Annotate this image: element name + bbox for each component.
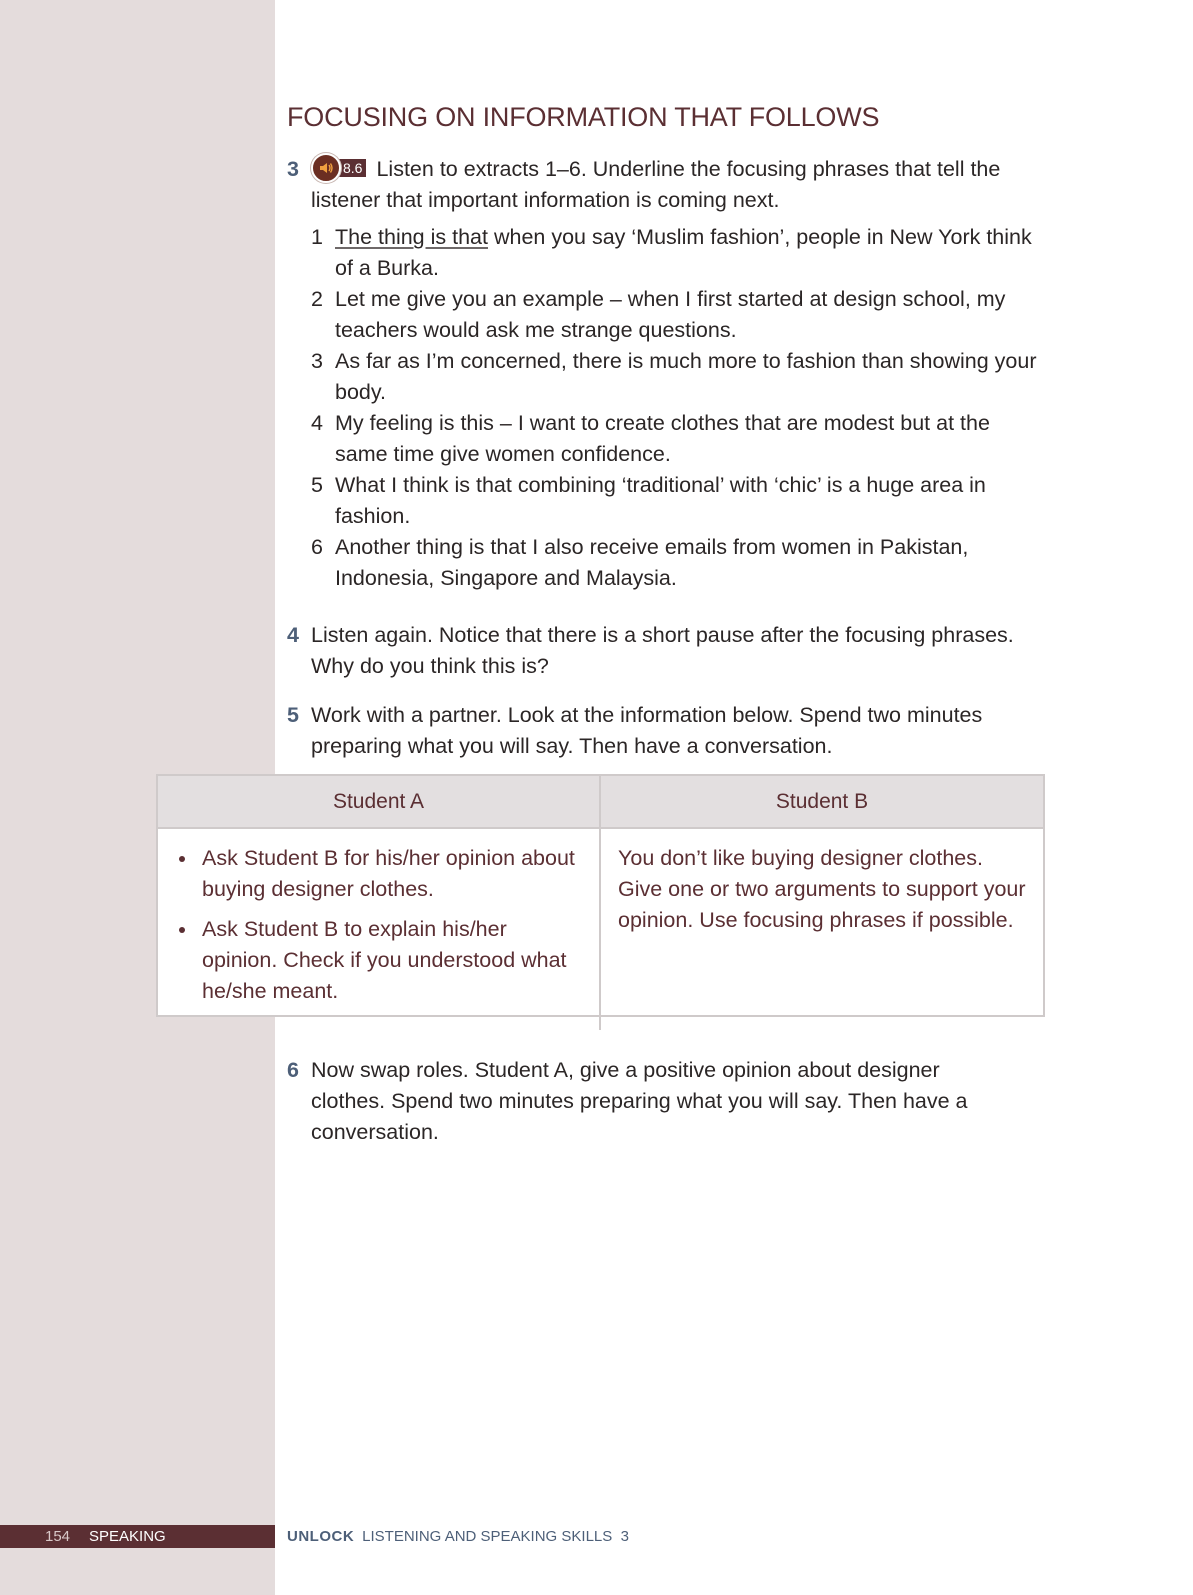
task-text: Work with a partner. Look at the information below. Spend two minutes preparing what you will say. Then have a conversation.	[311, 703, 983, 758]
task-instruction: Listen to extracts 1–6. Underline the focusing phrases that tell the listener that important information is coming next.	[311, 157, 1001, 213]
task-text: Now swap roles. Student A, give a positive opinion about designer clothes. Spend two minutes preparing what you will say. Then have a conversation.	[311, 1058, 968, 1144]
student-a-header: Student A	[158, 776, 601, 829]
task-number: 4	[287, 623, 299, 647]
underlined-focusing-phrase: The thing is that	[335, 225, 488, 250]
item-number: 4	[311, 411, 323, 436]
item-number: 3	[311, 349, 323, 374]
list-item	[311, 470, 1047, 532]
audio-button[interactable]	[311, 153, 366, 183]
task-number: 5	[287, 703, 299, 727]
list-item	[174, 914, 582, 1007]
item-text: when you say ‘Muslim fashion’, people in New York think of a Burka.	[335, 225, 1032, 281]
item-text: As far as I’m concerned, there is much more to fashion than showing your body.	[335, 349, 1037, 405]
item-text: What I think is that combining ‘traditional’ with ‘chic’ is a huge area in fashion.	[335, 473, 986, 529]
bullet-icon	[179, 927, 185, 933]
student-b-cell: You don’t like buying designer clothes. Give one or two arguments to support your opinion. Use focusing phrases if possible.	[618, 846, 1026, 932]
task-4	[287, 620, 1047, 682]
list-item	[174, 843, 582, 905]
task-5	[287, 700, 1047, 762]
student-b-header: Student B	[601, 776, 1043, 829]
list-item	[311, 284, 1047, 346]
task-number: 6	[287, 1058, 299, 1082]
task-6	[287, 1055, 1007, 1148]
extract-list	[311, 222, 1047, 594]
footer-book-title	[287, 1525, 629, 1548]
section-heading: FOCUSING ON INFORMATION THAT FOLLOWS	[287, 102, 880, 132]
page-number: 154	[45, 1528, 71, 1545]
task-3	[287, 154, 1047, 594]
item-number: 6	[311, 535, 323, 560]
list-item	[311, 408, 1047, 470]
task-text: Listen again. Notice that there is a short pause after the focusing phrases. Why do you think this is?	[311, 623, 1014, 678]
bullet-text: Ask Student B to explain his/her opinion. Check if you understood what he/she meant.	[202, 917, 567, 1003]
student-a-bullets	[174, 843, 582, 1007]
task-number: 3	[287, 157, 299, 181]
footer-section-bar	[0, 1525, 275, 1548]
audio-track-label: 8.6	[333, 159, 366, 177]
list-item	[311, 532, 1047, 594]
speaker-icon	[311, 153, 341, 183]
item-text: Let me give you an example – when I first started at design school, my teachers would ask me strange questions.	[335, 287, 1006, 343]
section-name: SPEAKING	[89, 1528, 166, 1545]
list-item	[311, 222, 1047, 284]
role-table	[156, 774, 1045, 1017]
item-number: 2	[311, 287, 323, 312]
brand-logo: UNLOCK	[287, 1528, 355, 1545]
item-number: 5	[311, 473, 323, 498]
bullet-icon	[179, 856, 185, 862]
item-number: 1	[311, 225, 323, 250]
item-text: Another thing is that I also receive emails from women in Pakistan, Indonesia, Singapore and Malaysia.	[335, 535, 969, 591]
bullet-text: Ask Student B for his/her opinion about buying designer clothes.	[202, 846, 575, 901]
item-text: My feeling is this – I want to create clothes that are modest but at the same time give women confidence.	[335, 411, 990, 467]
book-title: LISTENING AND SPEAKING SKILLS 3	[362, 1528, 629, 1545]
student-a-cell	[158, 829, 601, 1030]
list-item	[311, 346, 1047, 408]
